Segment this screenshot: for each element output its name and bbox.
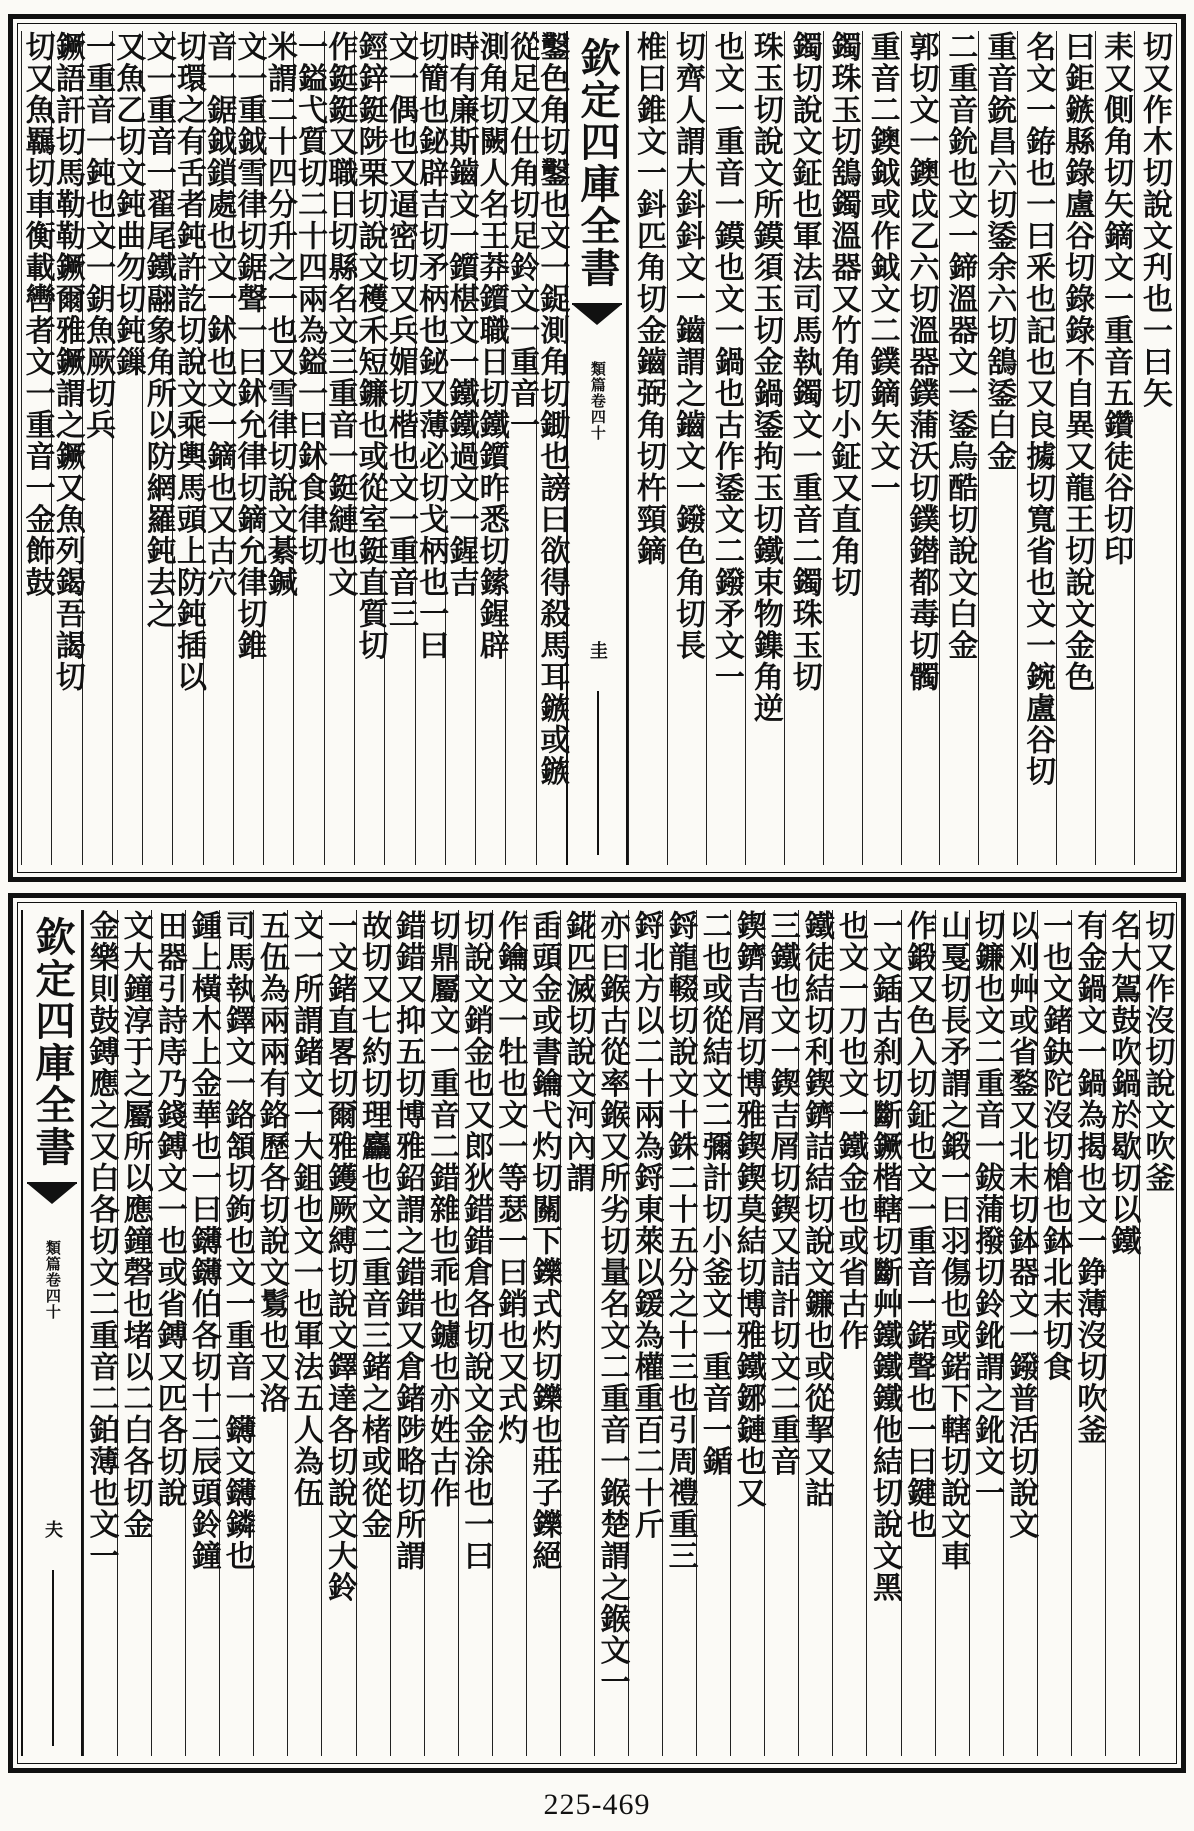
column-text: 切鼎屬文一重音二錯雜也乖也鑢也亦姓古作: [424, 910, 460, 1509]
text-column: [745, 31, 784, 865]
column-text: 一鎰弋質切二十四兩為鎰一曰鉥食律切: [292, 31, 328, 567]
text-column: [170, 31, 206, 865]
column-text: 也文一重音一鏌也文一鍋也古作鋈文二鏺矛文一: [708, 31, 744, 693]
text-column: [261, 31, 297, 865]
column-text: 文一偶也又逼密切又兵媚切楷也文一重音三: [382, 31, 418, 630]
column-text: 鐝語訐切馬勒勒鐝爾雅鐝謂之鐝又魚列鍻吾謁切: [49, 31, 85, 693]
column-text: 作鍛又色入切鉦也文一重音一鍩聲也一曰鍵也: [901, 910, 937, 1540]
center-rule: [52, 1570, 54, 1746]
top-book-title: 欽定四庫全書: [574, 37, 621, 289]
bottom-volume-label: 類篇卷四十: [43, 1240, 62, 1320]
text-column: [83, 910, 117, 1756]
column-text: 鑿色角切鑿也文一鋜測角切鋤也謗曰欲得殺馬耳鏃或鏃: [534, 31, 570, 787]
top-text-area: [21, 31, 1173, 865]
text-column: [534, 31, 570, 865]
page-code: 225-469: [543, 1788, 651, 1821]
text-column: [560, 910, 594, 1756]
text-column: [140, 31, 176, 865]
column-text: 切又作木切說文刋也一曰矢: [1137, 31, 1173, 409]
text-column: [201, 31, 237, 865]
text-column: [1017, 31, 1056, 865]
text-column: [901, 910, 935, 1756]
text-column: [292, 31, 328, 865]
column-text: 鐵徒結切利鍥鑇詰結切說文鐮也或從挈又詁: [798, 910, 834, 1509]
column-text: 錯錯又抑五切博雅鉊謂之錯錯又倉鍺陟略切所謂: [390, 910, 426, 1572]
column-text: 切簡也鉍辟吉切矛柄也鉍又薄必切戈柄也一曰: [413, 31, 449, 661]
column-text: 亦曰鍭古從率鍭又所劣切量名文二重音一鍭楚謂之鍭文一: [594, 910, 630, 1698]
column-text: 作鋌鋌又職日切縣名文三重音一鋌縺也文: [322, 31, 358, 598]
bottom-page-half: [8, 893, 1186, 1773]
column-text: 鐲切說文鉦也軍法司馬執鐲文一重音二鐲珠玉切: [786, 31, 822, 693]
column-text: 文一重音一翟尾鐵翮象角所以防網羅鈍去之: [140, 31, 176, 630]
column-text: 二也或從結文二彌計切小釜文一重音一鍎: [696, 910, 732, 1477]
column-text: 曰鉅鏃縣錄盧谷切錄錄不自異又龍王切說文金色: [1059, 31, 1095, 693]
top-page-half: [8, 14, 1186, 882]
text-column: [594, 910, 628, 1756]
text-column: [1134, 31, 1173, 865]
bottom-book-title: 欽定四庫全書: [29, 916, 76, 1168]
text-column: [413, 31, 449, 865]
text-column: [321, 910, 355, 1756]
column-text: 切環之有舌者鈍許訖切說文乘輿馬頭上防鈍插以: [170, 31, 206, 693]
bottom-folio-number: 夫: [42, 1520, 63, 1538]
text-column: [1037, 910, 1071, 1756]
text-column: [969, 910, 1003, 1756]
text-column: [662, 910, 696, 1756]
top-folio-number: 圭: [587, 641, 608, 659]
column-text: 一也文鍺鈌陀沒切槍也鉢北末切食: [1037, 910, 1073, 1383]
bottom-text-area: [21, 910, 1173, 1756]
column-text: 田器引詩庤乃錢鎛文一也或省鎛又匹各切說: [151, 910, 187, 1509]
text-column: [784, 31, 823, 865]
text-column: [978, 31, 1017, 865]
column-text: 椎曰錐文一鈄匹角切金鑡弼角切杵頸鏑: [631, 31, 667, 567]
text-column: [443, 31, 479, 865]
column-text: 名文一銌也一曰釆也記也又良㩀切寬省也文一鋺盧谷切: [1020, 31, 1056, 787]
text-column: [832, 910, 866, 1756]
text-column: [1003, 910, 1037, 1756]
text-column: [110, 31, 146, 865]
text-column: [696, 910, 730, 1756]
text-column: [287, 910, 321, 1756]
column-text: 從足又仕角切足鈴文一重音一: [504, 31, 540, 441]
column-text: 鍥鑇吉屑切博雅鍥鍥莫結切博雅鐵鋣鏈也又: [730, 910, 766, 1509]
column-text: 一重音一鈍也文一鈅魚厥切兵: [80, 31, 116, 441]
text-column: [866, 910, 900, 1756]
text-column: [730, 910, 764, 1756]
text-column: [253, 910, 287, 1756]
column-text: 鋝北方以二十兩為鋝東萊以鍰為權重百二十斤: [628, 910, 664, 1540]
text-column: [1105, 910, 1139, 1756]
text-column: [492, 910, 526, 1756]
column-text: 以刈艸或省鍪又北末切鉢器文一鏺普活切說文: [1003, 910, 1039, 1540]
fishtail-mark-icon: [27, 1182, 77, 1218]
column-text: 切說文銷金也又郎狄錯錯倉各切說文金涂也一曰: [458, 910, 494, 1572]
text-column: [1071, 910, 1105, 1756]
column-text: 重音銃昌六切鋈余六切鵨鋈白金: [981, 31, 1017, 472]
text-column: [390, 910, 424, 1756]
column-text: 作鑰文一牡也文一等瑟一曰銷也又式灼: [492, 910, 528, 1446]
column-text: 鍾上橫木上金華也一曰鑮鑮伯各切十二辰頭鈴鐘: [185, 910, 221, 1572]
column-text: 文一所謂鍺文一大鉏也文一也軍法五人為伍: [287, 910, 323, 1509]
column-text: 又魚乙切文鈍曲勿切鈍鏁: [110, 31, 146, 378]
text-column: [424, 910, 458, 1756]
text-column: [231, 31, 267, 865]
column-text: 一文鍺直畧切爾雅鑊厥縛切說文鐸達各切說文大鈴: [321, 910, 357, 1603]
text-column: [939, 31, 978, 865]
bottom-center-column: [21, 910, 83, 1756]
text-column: [322, 31, 358, 865]
text-column: [1139, 910, 1173, 1756]
text-column: [823, 31, 862, 865]
text-column: [935, 910, 969, 1756]
top-right-columns: [628, 31, 1173, 865]
text-column: [80, 31, 116, 865]
column-text: 有金鍋文一鍋為揭也文一錚薄沒切吹釜: [1071, 910, 1107, 1446]
text-column: [628, 31, 667, 865]
column-text: 重音二鐭鉞或作鉞文二鏷鏑矢文一: [864, 31, 900, 504]
column-text: 鋞鋅鋌陟栗切說文穫禾短鐮也或從室鋌直質切: [352, 31, 388, 661]
column-text: 故切又七約切理麤也文二重音三鍺之楮或從金: [356, 910, 392, 1540]
column-text: 錵匹滅切說文河內謂: [560, 910, 596, 1194]
column-text: 臿頭金或書鑰弋灼切關下鑠式灼切鑠也莊子鑠絕: [526, 910, 562, 1572]
column-text: 郭切文一鐭戉乙六切溫器鏷蒲沃切鏷鐟都毒切髑: [903, 31, 939, 693]
column-text: 二重音鈗也文一鍗溫器文一鋈烏酷切說文白金: [942, 31, 978, 661]
column-text: 文一重鉞雪律切鋸聲一曰鉥允律切鏑允律切錐: [231, 31, 267, 661]
text-column: [117, 910, 151, 1756]
column-text: 米謂二十四分升之一也又雪律切說文綦鍼: [261, 31, 297, 598]
column-text: 司馬執鐸文一鉻頷切鉤也文一重音一鑮文鑮鏻也: [219, 910, 255, 1572]
text-column: [382, 31, 418, 865]
text-column: [352, 31, 388, 865]
text-column: [458, 910, 492, 1756]
column-text: 山戛切長矛謂之鍛一曰羽傷也或鍩下轄切說文車: [935, 910, 971, 1572]
top-center-column: [566, 31, 628, 865]
column-text: 切齊人謂大鈄鈄文一鑡謂之鑡文一鏺色角切長: [669, 31, 705, 661]
column-text: 音一鋸鉞鎖處也文一鉥也文一鏑也又古穴: [201, 31, 237, 598]
text-column: [667, 31, 706, 865]
text-column: [798, 910, 832, 1756]
column-text: 時有廉斯鑡文一鑕椹文一鐵鐵過文一鍟吉: [443, 31, 479, 598]
column-text: 切鐮也文二重音一鈸蒲撥切鈴鈋謂之鈋文一: [969, 910, 1005, 1509]
text-column: [151, 910, 185, 1756]
column-text: 鋝龍輟切說文十銖二十五分之十三也引周禮重三: [662, 910, 698, 1572]
column-text: 鐲珠玉切鵨鐲溫器又竹角切小鉦又直角切: [825, 31, 861, 598]
text-column: [526, 910, 560, 1756]
text-column: [764, 910, 798, 1756]
bottom-right-columns: [83, 910, 1173, 1756]
text-column: [49, 31, 85, 865]
column-text: 也文一刀也文一鐵金也或省古作: [832, 910, 868, 1351]
text-column: [504, 31, 540, 865]
column-text: 耒又側角切矢鏑文一重音五鑽徒谷切印: [1098, 31, 1134, 567]
column-text: 五伍為兩兩有鉻歷各切說文鬄也又洛: [253, 910, 289, 1414]
column-text: 名大鴐鼓吹鍋於歇切以鐵: [1105, 910, 1141, 1257]
text-column: [862, 31, 901, 865]
top-left-columns: [19, 31, 570, 865]
column-text: 切又魚羈切車衡載轡者文一重音一金飾鼓: [19, 31, 55, 598]
column-text: 切又作沒切說文吹釜: [1139, 910, 1175, 1194]
text-column: [1056, 31, 1095, 865]
text-column: [19, 31, 55, 865]
column-text: 文大鐘淳于之屬所以應鐘磬也堵以二白各切金: [117, 910, 153, 1540]
text-column: [901, 31, 940, 865]
column-text: 三鐵也文一鍥吉屑切鍥又詰計切文二重音: [764, 910, 800, 1477]
top-volume-label: 類篇卷四十: [588, 361, 607, 441]
column-text: 測角切闕人名王莽鑕職日切鐵鑕昨悉切鎍鍟辟: [473, 31, 509, 661]
text-column: [473, 31, 509, 865]
text-column: [185, 910, 219, 1756]
column-text: 一文鍤古刹切斷鐝楷轄切斷艸鐵鐵鐵他結切說文黑: [866, 910, 902, 1603]
text-column: [628, 910, 662, 1756]
text-column: [1095, 31, 1134, 865]
text-column: [219, 910, 253, 1756]
center-rule: [597, 691, 599, 855]
column-text: 金樂則鼓鎛應之又白各切文二重音二鉑薄也文一: [83, 910, 119, 1572]
column-text: 珠玉切說文所鏌須玉切金鍋鋈拘玉切鐵束物鏶角逆: [747, 31, 783, 724]
text-column: [356, 910, 390, 1756]
fishtail-mark-icon: [572, 303, 622, 339]
text-column: [706, 31, 745, 865]
